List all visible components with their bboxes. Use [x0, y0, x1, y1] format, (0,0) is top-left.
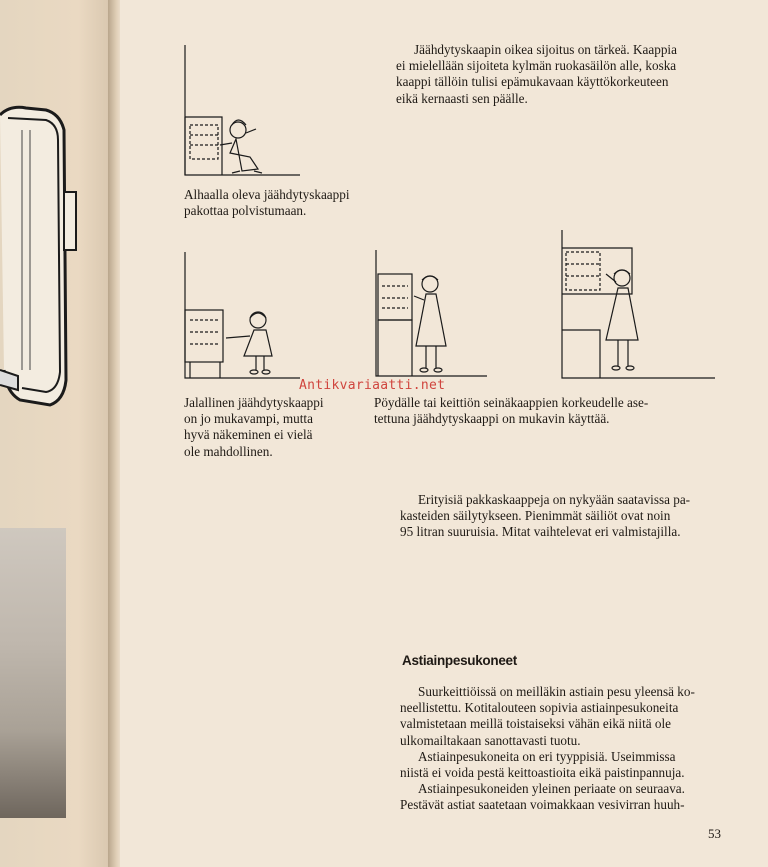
body-line: Suurkeittiöissä on meilläkin astiain pesu yleensä ko- — [418, 684, 695, 699]
section-body — [400, 684, 722, 814]
figure-2-caption — [184, 395, 354, 460]
caption-line: ole mahdollinen. — [184, 443, 273, 459]
body-line: Astiainpesukoneiden yleinen periaate on seuraava. — [418, 781, 685, 797]
body-line: Pestävät astiat saatetaan voimakkaan vesivirran huuh- — [400, 797, 685, 813]
figure-3-4-caption — [374, 395, 704, 427]
caption-line: hyvä näkeminen ei vielä — [184, 427, 313, 443]
caption-line: Jalallinen jäähdytyskaappi — [184, 395, 324, 410]
body-line: neellistettu. Kotitalouteen sopivia astiainpesukoneita — [400, 700, 679, 716]
caption-line: pakottaa polvistumaan. — [184, 203, 307, 219]
section-heading: Astiainpesukoneet — [402, 653, 517, 668]
freezer-line: Erityisiä pakkaskaappeja on nykyään saatavissa pa- — [418, 492, 691, 507]
kitchen-photo — [0, 528, 66, 818]
freezer-paragraph — [400, 492, 722, 541]
figure-low-fridge — [180, 45, 310, 180]
body-line: ulkomailtakaan sanottavasti tuotu. — [400, 732, 581, 748]
watermark: Antikvariaatti.net — [299, 378, 446, 393]
refrigerator-drawing — [0, 100, 80, 420]
figure-counter-fridge — [372, 250, 492, 385]
caption-line: tettuna jäähdytyskaappi on mukavin käyttää. — [374, 411, 610, 427]
intro-paragraph — [396, 42, 722, 107]
intro-line: ei mielellään sijoiteta kylmän ruokasäilön alle, koska — [396, 58, 677, 74]
freezer-line: 95 litran suuruisia. Mitat vaihtelevat eri valmistajilla. — [400, 524, 681, 540]
figure-legged-fridge — [180, 252, 310, 387]
figure-1-caption — [184, 187, 384, 219]
intro-line: eikä kernaasti sen päälle. — [396, 90, 528, 106]
intro-line: kaappi tällöin tulisi epämukavaan käyttökorkeuteen — [396, 74, 669, 90]
intro-line: Jäähdytyskaapin oikea sijoitus on tärkeä. Kaappia — [414, 42, 677, 57]
caption-line: on jo mukavampi, mutta — [184, 411, 313, 427]
body-line: niistä ei voida pestä keittoastioita eikä paistinpannuja. — [400, 765, 685, 781]
body-line: Astiainpesukoneita on eri tyyppisiä. Useimmissa — [418, 748, 676, 764]
caption-line: Alhaalla oleva jäähdytyskaappi — [184, 187, 350, 202]
figure-wall-fridge — [560, 230, 720, 380]
freezer-line: kasteiden säilytykseen. Pienimmät säiliöt ovat noin — [400, 508, 671, 524]
page-number: 53 — [708, 826, 721, 841]
body-line: valmistetaan meillä toistaiseksi vähän eikä niitä ole — [400, 716, 671, 732]
left-page — [0, 0, 112, 867]
caption-line: Pöydälle tai keittiön seinäkaappien korkeudelle ase- — [374, 395, 649, 410]
